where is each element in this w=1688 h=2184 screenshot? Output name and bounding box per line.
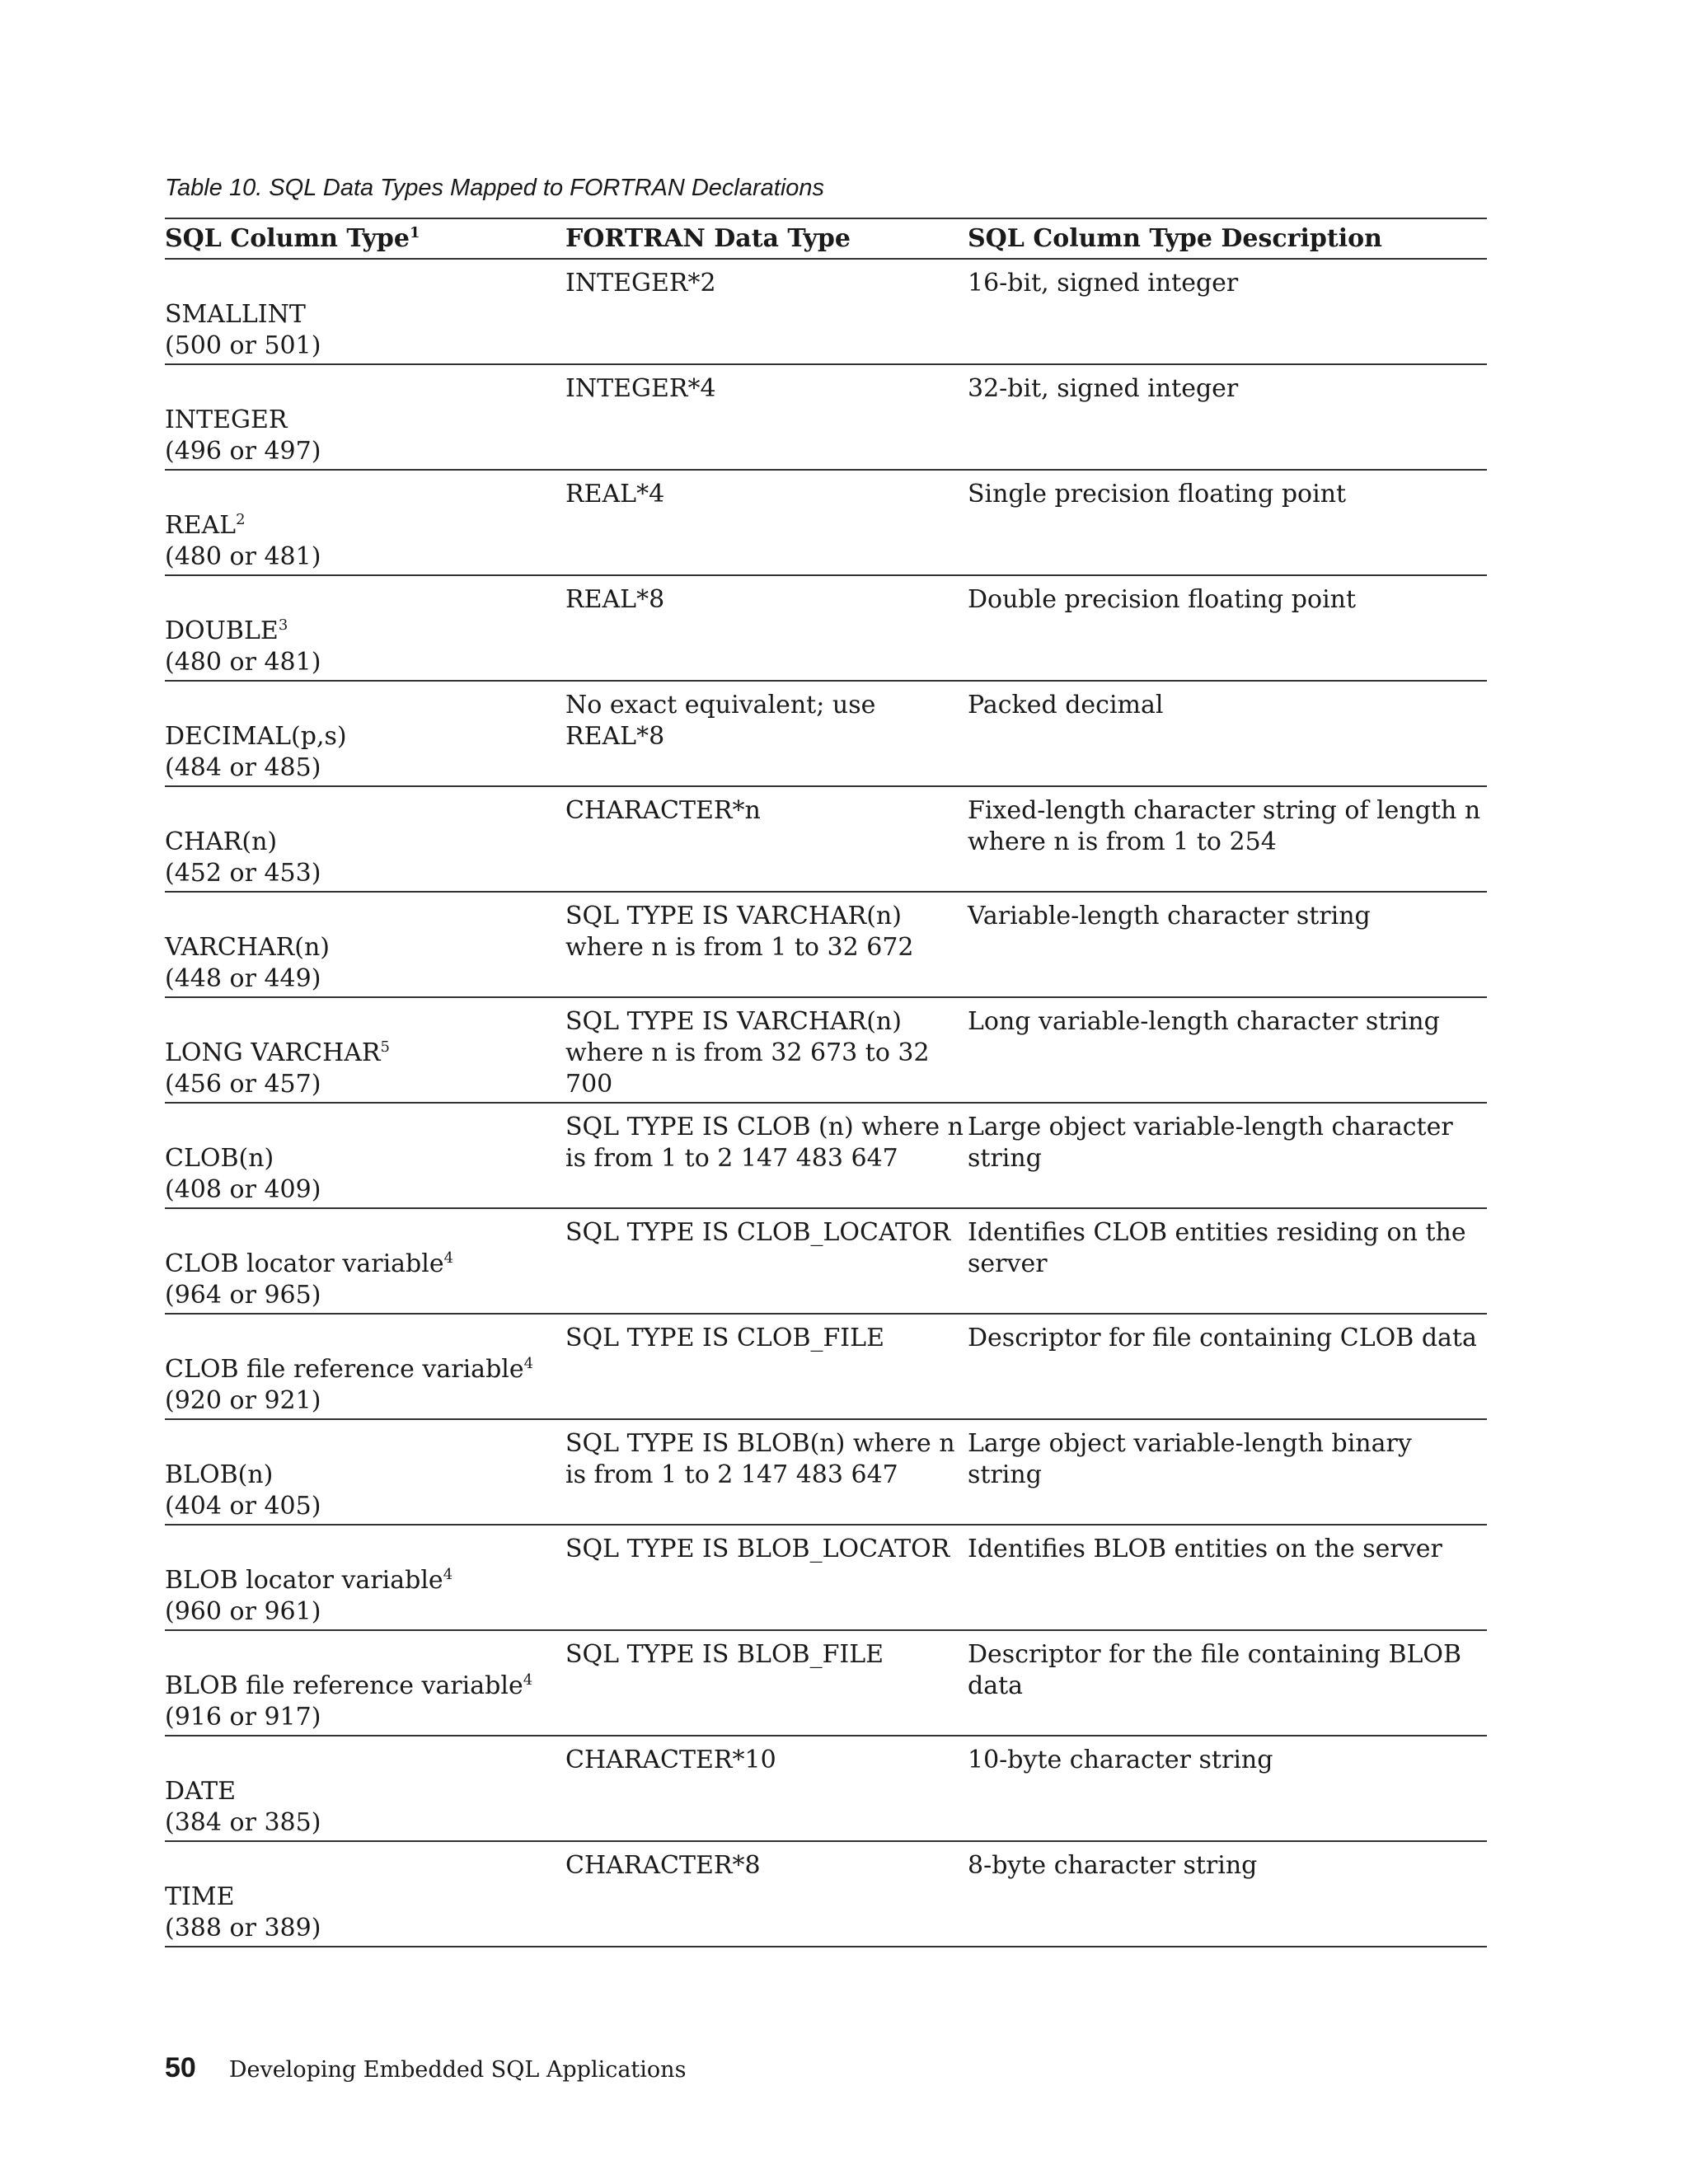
table-row <box>165 1736 1487 1842</box>
cell-description: Identifies BLOB entities on the server <box>968 1535 1442 1563</box>
sql-type-code: (480 or 481) <box>165 542 321 571</box>
cell-sql-column-type <box>165 1842 565 1946</box>
sql-type-name: SMALLINT <box>165 300 306 329</box>
sql-type-name: BLOB locator variable <box>165 1566 443 1595</box>
cell-sql-column-type <box>165 1420 565 1524</box>
cell-description: Variable-length character string <box>968 902 1371 930</box>
cell-sql-column-type <box>165 682 565 785</box>
sql-type-name: REAL <box>165 511 237 540</box>
cell-fortran-data-type: CHARACTER*8 <box>565 1851 761 1880</box>
cell-sql-column-type <box>165 260 565 363</box>
sql-type-name: INTEGER <box>165 405 288 434</box>
cell-description: 32-bit, signed integer <box>968 374 1239 403</box>
cell-fortran-data-type: REAL*8 <box>565 585 665 614</box>
sql-type-code: (500 or 501) <box>165 331 321 360</box>
table-row <box>165 787 1487 893</box>
footnote-marker: 4 <box>443 1249 454 1267</box>
cell-sql-column-type <box>165 787 565 891</box>
cell-sql-column-type <box>165 1104 565 1207</box>
sql-type-code: (920 or 921) <box>165 1386 321 1415</box>
cell-fortran-data-type: SQL TYPE IS BLOB_LOCATOR <box>565 1535 950 1563</box>
footnote-marker: 1 <box>409 224 420 241</box>
sql-type-code: (456 or 457) <box>165 1070 321 1099</box>
cell-description: 8-byte character string <box>968 1851 1258 1880</box>
sql-type-name: DECIMAL(p,s) <box>165 722 347 751</box>
cell-fortran-data-type: REAL*4 <box>565 480 665 509</box>
sql-type-name: CLOB(n) <box>165 1144 274 1173</box>
sql-type-name: DOUBLE <box>165 616 279 645</box>
sql-type-code: (480 or 481) <box>165 648 321 677</box>
cell-sql-column-type <box>165 576 565 680</box>
cell-description: Double precision floating point <box>968 585 1357 614</box>
cell-sql-column-type <box>165 1209 565 1313</box>
footnote-marker: 4 <box>523 1355 534 1372</box>
footnote-marker: 4 <box>443 1566 453 1583</box>
cell-fortran-data-type: CHARACTER*n <box>565 796 761 825</box>
sql-type-code: (448 or 449) <box>165 964 321 993</box>
cell-description: Descriptor for the file containing BLOB data <box>968 1640 1462 1700</box>
table-row <box>165 576 1487 682</box>
footnote-marker: 3 <box>278 616 288 634</box>
header-sql-column-type-label: SQL Column Type <box>165 224 410 253</box>
header-fortran-data-type: FORTRAN Data Type <box>565 224 851 253</box>
cell-fortran-data-type: No exact equivalent; use REAL*8 <box>565 691 876 751</box>
header-sql-column-type <box>165 224 565 253</box>
cell-fortran-data-type: SQL TYPE IS VARCHAR(n) where n is from 1 to 32 672 <box>565 902 914 962</box>
table-row <box>165 893 1487 998</box>
sql-type-name: BLOB(n) <box>165 1460 274 1489</box>
footnote-marker: 4 <box>523 1671 533 1689</box>
sql-type-name: CHAR(n) <box>165 827 278 856</box>
sql-type-name: CLOB file reference variable <box>165 1355 524 1384</box>
sql-type-name: VARCHAR(n) <box>165 933 330 962</box>
header-description: SQL Column Type Description <box>968 224 1382 253</box>
cell-fortran-data-type: SQL TYPE IS CLOB (n) where n is from 1 to 2 147 483 647 <box>565 1113 964 1173</box>
cell-description: Descriptor for file containing CLOB data <box>968 1324 1477 1352</box>
table-row <box>165 1631 1487 1736</box>
sql-type-code: (404 or 405) <box>165 1492 321 1521</box>
table-row <box>165 1420 1487 1526</box>
cell-description: 16-bit, signed integer <box>968 269 1239 298</box>
sql-type-name: DATE <box>165 1777 236 1806</box>
sql-type-code: (484 or 485) <box>165 753 321 782</box>
sql-type-code: (408 or 409) <box>165 1175 321 1204</box>
sql-type-code: (964 or 965) <box>165 1281 321 1310</box>
table-row <box>165 260 1487 365</box>
page-footer <box>165 2052 686 2084</box>
sql-type-name: CLOB locator variable <box>165 1249 444 1278</box>
cell-fortran-data-type: SQL TYPE IS CLOB_FILE <box>565 1324 884 1352</box>
table-row <box>165 1104 1487 1209</box>
table-row <box>165 471 1487 576</box>
cell-sql-column-type <box>165 1631 565 1735</box>
sql-type-name: BLOB file reference variable <box>165 1671 523 1700</box>
sql-type-name: TIME <box>165 1882 235 1911</box>
cell-sql-column-type <box>165 365 565 469</box>
cell-fortran-data-type: CHARACTER*10 <box>565 1746 776 1774</box>
table-row <box>165 1842 1487 1947</box>
table-row <box>165 998 1487 1104</box>
sql-type-name: LONG VARCHAR <box>165 1038 381 1067</box>
cell-description: Packed decimal <box>968 691 1164 719</box>
cell-fortran-data-type: SQL TYPE IS VARCHAR(n) where n is from 32 673 to 32 700 <box>565 1007 930 1099</box>
cell-fortran-data-type: SQL TYPE IS BLOB_FILE <box>565 1640 884 1669</box>
cell-description: 10-byte character string <box>968 1746 1273 1774</box>
sql-type-code: (452 or 453) <box>165 859 321 888</box>
table-row <box>165 1526 1487 1631</box>
cell-description: Large object variable-length character string <box>968 1113 1453 1173</box>
table-header-row <box>165 219 1487 260</box>
page-number: 50 <box>165 2052 196 2083</box>
cell-fortran-data-type: SQL TYPE IS BLOB(n) where n is from 1 to 2 147 483 647 <box>565 1429 955 1489</box>
footer-title: Developing Embedded SQL Applications <box>228 2057 687 2083</box>
table-row <box>165 682 1487 787</box>
table-caption: Table 10. SQL Data Types Mapped to FORTRAN Declarations <box>165 175 825 201</box>
sql-type-code: (960 or 961) <box>165 1597 321 1626</box>
cell-sql-column-type <box>165 998 565 1102</box>
cell-sql-column-type <box>165 1526 565 1629</box>
cell-description: Single precision floating point <box>968 480 1347 509</box>
cell-sql-column-type <box>165 893 565 996</box>
cell-description: Large object variable-length binary string <box>968 1429 1412 1489</box>
cell-description: Fixed-length character string of length n where n is from 1 to 254 <box>968 796 1481 856</box>
sql-type-code: (388 or 389) <box>165 1914 321 1943</box>
footnote-marker: 2 <box>236 511 246 528</box>
data-types-table <box>165 218 1487 1947</box>
cell-sql-column-type <box>165 1315 565 1418</box>
cell-sql-column-type <box>165 1736 565 1840</box>
cell-fortran-data-type: INTEGER*2 <box>565 269 716 298</box>
cell-fortran-data-type: INTEGER*4 <box>565 374 716 403</box>
sql-type-code: (496 or 497) <box>165 437 321 466</box>
cell-description: Identifies CLOB entities residing on the server <box>968 1218 1466 1278</box>
footnote-marker: 5 <box>380 1038 390 1056</box>
table-row <box>165 1315 1487 1420</box>
sql-type-code: (916 or 917) <box>165 1703 321 1732</box>
cell-fortran-data-type: SQL TYPE IS CLOB_LOCATOR <box>565 1218 951 1247</box>
table-row <box>165 365 1487 471</box>
table-body <box>165 260 1487 1947</box>
cell-sql-column-type <box>165 471 565 574</box>
sql-type-code: (384 or 385) <box>165 1808 321 1837</box>
table-row <box>165 1209 1487 1315</box>
cell-description: Long variable-length character string <box>968 1007 1440 1036</box>
